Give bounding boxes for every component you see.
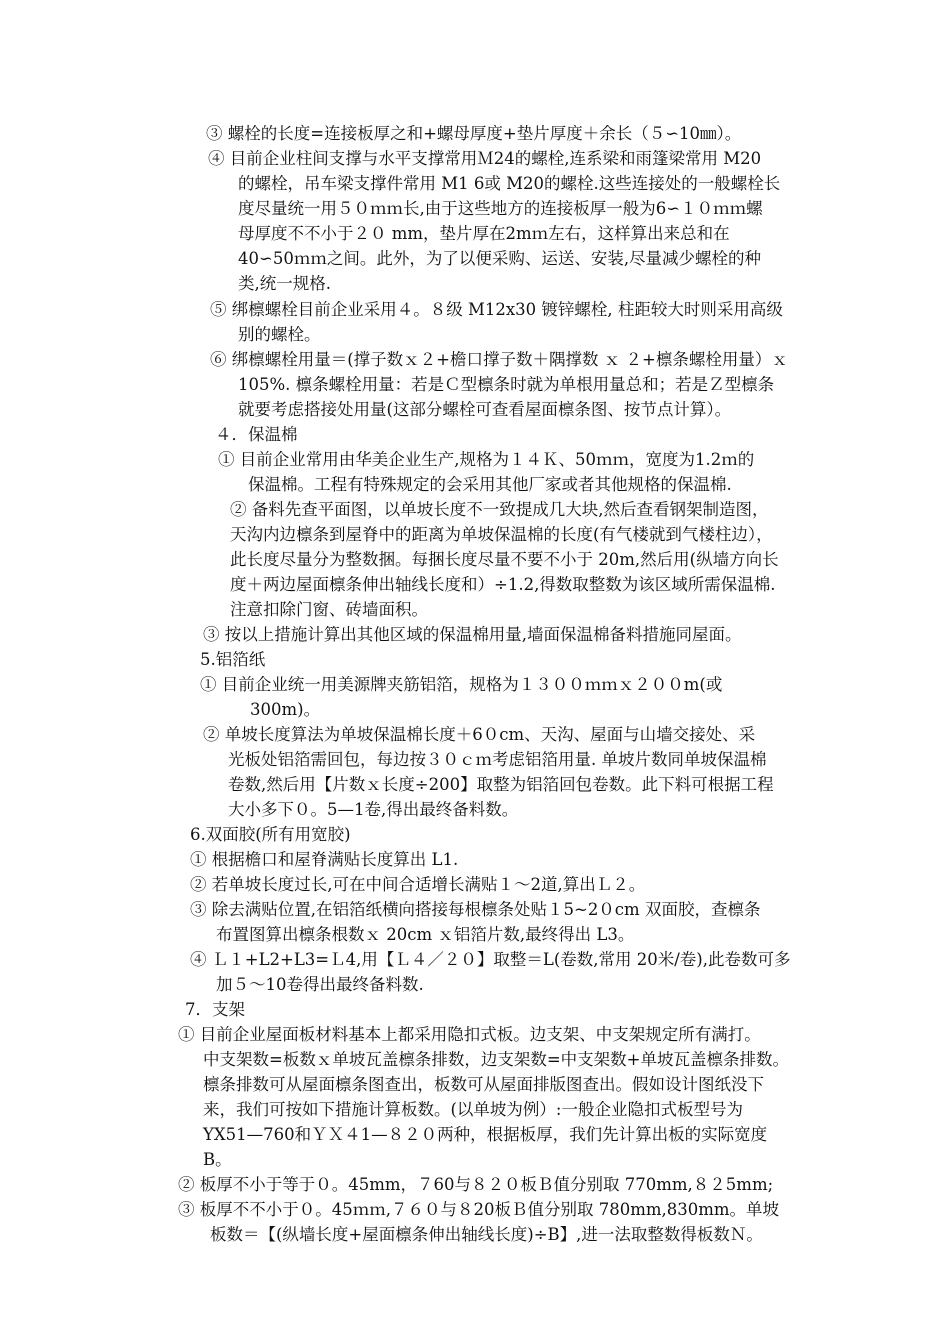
text-line: 40∽50ｍｍ之间。此外，为了以便采购、运送、安装,尽量减少螺栓的种 bbox=[238, 249, 762, 268]
text-line: ① 目前企业统一用美源牌夹筋铝箔，规格为１３００ｍｍｘ２００m(或 bbox=[200, 675, 723, 694]
text-line: 檩条排数可从屋面檩条图查出，板数可从屋面排版图查出。假如设计图纸没下 bbox=[203, 1075, 764, 1094]
text-line: 天沟内边檩条到屋脊中的距离为单坡保温棉的长度(有气楼就到气楼柱边）， bbox=[230, 525, 773, 544]
text-line: 保温棉。工程有特殊规定的会采用其他厂家或者其他规格的保温棉. bbox=[248, 475, 732, 494]
text-line: ④ 目前企业柱间支撑与水平支撑常用Ｍ24的螺栓,连系梁和雨篷梁常用 M20 bbox=[208, 149, 762, 168]
text-line: 来，我们可按如下措施计算板数。(以单坡为例）:一般企业隐扣式板型号为 bbox=[203, 1100, 743, 1119]
text-line: 注意扣除门窗、砖墙面积。 bbox=[230, 600, 428, 619]
text-line: 板数＝【(纵墙长度+屋面檩条伸出轴线长度)÷B】,进一法取整数得板数Ｎ。 bbox=[210, 1225, 763, 1244]
text-line: 布置图算出檩条根数ｘ 20cm ｘ铝箔片数,最终得出 L3。 bbox=[216, 925, 635, 944]
text-line: ③ 板厚不不小于０。45ｍｍ,７６０与８20板Ｂ值分别取 780mm,830mm。单坡 bbox=[178, 1200, 780, 1219]
text-line: ③ 螺栓的长度=连接板厚之和+螺母厚度+垫片厚度＋余长（５∽10㎜）。 bbox=[206, 124, 742, 143]
text-line: YX51—760和ＹＸ４1—８２０两种，根据板厚，我们先计算出板的实际宽度 bbox=[203, 1125, 768, 1144]
text-line: ③ 除去满贴位置,在铝箔纸横向搭接每根檩条处贴１5~2０cm 双面胶，查檩条 bbox=[190, 900, 761, 919]
text-line: ② 备料先查平面图，以单坡长度不一致提成几大块,然后查看钢架制造图， bbox=[230, 500, 769, 519]
text-line: 度＋两边屋面檩条伸出轴线长度和）÷1.2,得数取整数为该区域所需保温棉. bbox=[230, 575, 776, 594]
text-line: 卷数,然后用【片数ｘ长度÷200】取整为铝箔回包卷数。此下料可根据工程 bbox=[228, 775, 774, 794]
text-line: 300m)。 bbox=[250, 700, 321, 719]
text-line: ② 板厚不小于等于０。45mm，７60与８２０板Ｂ值分别取 770mm,８２5mm; bbox=[178, 1175, 774, 1194]
text-line: 105%. 檩条螺栓用量：若是Ｃ型檩条时就为单根用量总和；若是Ｚ型檩条 bbox=[238, 375, 775, 394]
text-line: 大小多下０。5—1卷,得出最终备料数。 bbox=[228, 800, 519, 819]
text-line: 此长度尽量分为整数捆。每捆长度尽量不要不小于 20m,然后用(纵墙方向长 bbox=[230, 550, 779, 569]
text-line: 类,统一规格. bbox=[238, 274, 331, 293]
text-line: ① 目前企业常用由华美企业生产,规格为１４Ｋ、50ｍｍ，宽度为1.2ｍ的 bbox=[218, 450, 755, 469]
text-line: 光板处铝箔需回包，每边按３０ｃｍ考虑铝箔用量. 单坡片数同单坡保温棉 bbox=[228, 750, 767, 769]
text-line: ③ 按以上措施计算出其他区域的保温棉用量,墙面保温棉备料措施同屋面。 bbox=[203, 625, 742, 644]
text-line: ⑤ 绑檩螺栓目前企业采用４。８级 M12x30 镀锌螺栓, 柱距较大时则采用高级 bbox=[210, 300, 783, 319]
section-heading: ４．保温棉 bbox=[215, 425, 298, 444]
text-line: ① 目前企业屋面板材料基本上都采用隐扣式板。边支架、中支架规定所有满打。 bbox=[178, 1025, 761, 1044]
text-line: 别的螺栓。 bbox=[238, 325, 321, 344]
text-line: ④ Ｌ１+L2+L3=Ｌ4,用【Ｌ４／２０】取整＝L(卷数,常用 20米/卷),此卷数可多 bbox=[190, 950, 791, 969]
text-line: 就要考虑搭接处用量(这部分螺栓可查看屋面檩条图、按节点计算）。 bbox=[238, 400, 732, 419]
text-line: ① 根据檐口和屋脊满贴长度算出 L1. bbox=[190, 850, 459, 869]
text-line: ⑥ 绑檩螺栓用量＝(撑子数ｘ２+檐口撑子数＋隅撑数 ｘ ２+檩条螺栓用量）ｘ bbox=[210, 350, 788, 369]
section-heading: 7．支架 bbox=[185, 1000, 245, 1019]
text-line: ② 单坡长度算法为单坡保温棉长度＋6０cm、天沟、屋面与山墙交接处、采 bbox=[203, 725, 756, 744]
text-line: 母厚度不不小于２０ mm，垫片厚在2mｍ左右，这样算出来总和在 bbox=[238, 224, 730, 243]
text-line: 加５～10卷得出最终备料数. bbox=[216, 975, 424, 994]
text-line: B。 bbox=[203, 1150, 232, 1169]
text-line: ② 若单坡长度过长,可在中间合适增长满贴１～2道,算出Ｌ２。 bbox=[190, 875, 646, 894]
text-line: 的螺栓，吊车梁支撑件常用 M1 6或 M20的螺栓.这些连接处的一般螺栓长 bbox=[238, 174, 781, 193]
section-heading: 5.铝箔纸 bbox=[200, 650, 266, 669]
section-heading: 6.双面胶(所有用宽胶) bbox=[190, 825, 351, 844]
text-line: 度尽量统一用５０ｍｍ长,由于这些地方的连接板厚一般为6∽１０ｍｍ螺 bbox=[238, 199, 763, 218]
text-line: 中支架数=板数ｘ单坡瓦盖檩条排数，边支架数=中支架数+单坡瓦盖檩条排数。 bbox=[203, 1050, 789, 1069]
